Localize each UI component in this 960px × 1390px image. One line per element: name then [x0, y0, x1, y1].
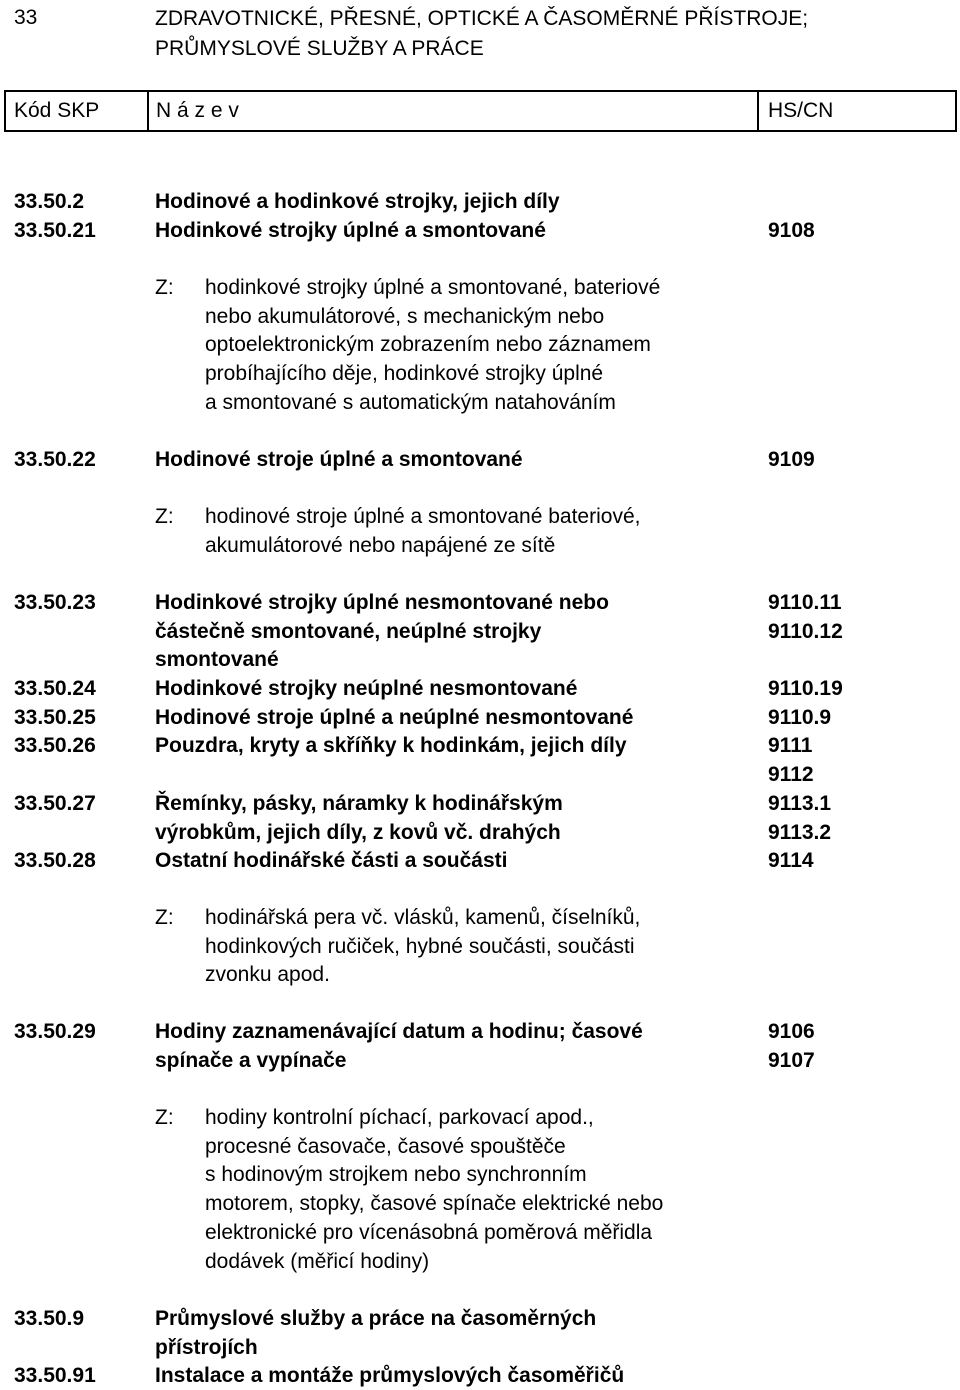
note-text-line: akumulátorové nebo napájené ze sítě — [205, 533, 556, 557]
header-divider — [757, 92, 759, 130]
row-name-line: Hodinkové strojky neúplné nesmontované — [155, 677, 578, 700]
row-code: 33.50.2 — [14, 190, 85, 213]
chapter-title — [155, 4, 808, 64]
header-hs: HS/CN — [768, 99, 834, 122]
row-code: 33.50.28 — [14, 849, 96, 872]
row-hs-code: 9112 — [768, 762, 814, 786]
row-name-line: Hodinkové strojky úplné nesmontované nebo — [155, 591, 609, 614]
note-text-line: motorem, stopky, časové spínače elektrické nebo — [205, 1192, 664, 1216]
chapter-title-line-2: PRŮMYSLOVÉ SLUŽBY A PRÁCE — [155, 37, 484, 60]
row-name-line: Hodinové stroje úplné a smontované — [155, 448, 523, 471]
row-code: 33.50.21 — [14, 219, 96, 242]
row-hs-code: 9110.19 — [768, 677, 843, 700]
note-label: Z: — [155, 276, 174, 299]
note-text-line: hodinkové strojky úplné a smontované, bateriové — [205, 276, 661, 299]
row-name-line: Hodinkové strojky úplné a smontované — [155, 219, 546, 242]
note-text-line: hodinové stroje úplné a smontované bateriové, — [205, 505, 641, 528]
row-code: 33.50.22 — [14, 448, 96, 471]
row-name-line: Instalace a montáže průmyslových časoměřičů — [155, 1364, 625, 1387]
note-text-line: optoelektronickým zobrazením nebo záznamem — [205, 333, 651, 357]
row-name-line: Pouzdra, kryty a skříňky k hodinkám, jejich díly — [155, 734, 627, 757]
note-text-line: procesné časovače, časové spouštěče — [205, 1134, 566, 1158]
header-code: Kód SKP — [14, 99, 100, 122]
row-hs-code: 9108 — [768, 219, 815, 242]
row-name-line: přístrojích — [155, 1335, 258, 1359]
note-text-line: hodiny kontrolní píchací, parkovací apod., — [205, 1106, 594, 1129]
row-hs-code: 9109 — [768, 448, 815, 471]
row-name-line: spínače a vypínače — [155, 1048, 347, 1072]
row-code: 33.50.23 — [14, 591, 96, 614]
row-code: 33.50.29 — [14, 1020, 96, 1043]
row-code: 33.50.91 — [14, 1364, 96, 1387]
note-text-line: probíhajícího děje, hodinkové strojky úplné — [205, 362, 604, 386]
row-code: 33.50.9 — [14, 1307, 85, 1330]
row-hs-code: 9111 — [768, 734, 813, 757]
row-name-line: částečně smontované, neúplné strojky — [155, 619, 542, 643]
row-code: 33.50.26 — [14, 734, 96, 757]
row-code: 33.50.25 — [14, 706, 96, 729]
row-name-line: Ostatní hodinářské části a součásti — [155, 849, 508, 872]
row-name-line: Hodinové stroje úplné a neúplné nesmontované — [155, 706, 634, 729]
row-hs-code: 9107 — [768, 1048, 815, 1072]
row-hs-code: 9110.9 — [768, 706, 832, 729]
note-text-line: dodávek (měřicí hodiny) — [205, 1249, 430, 1273]
note-text-line: nebo akumulátorové, s mechanickým nebo — [205, 304, 605, 328]
row-hs-code: 9113.2 — [768, 820, 832, 844]
row-name-line: Hodinové a hodinkové strojky, jejich díly — [155, 190, 560, 213]
row-name-line: Řemínky, pásky, náramky k hodinářským — [155, 792, 563, 815]
row-hs-code: 9114 — [768, 849, 814, 872]
note-text-line: a smontované s automatickým natahováním — [205, 390, 616, 414]
note-text-line: zvonku apod. — [205, 963, 330, 987]
note-label: Z: — [155, 906, 174, 929]
header-divider — [147, 92, 149, 130]
row-name-line: Hodiny zaznamenávající datum a hodinu; časové — [155, 1020, 643, 1043]
note-text-line: hodinářská pera vč. vlásků, kamenů, číselníků, — [205, 906, 641, 929]
row-hs-code: 9110.12 — [768, 619, 843, 643]
row-name-line: Průmyslové služby a práce na časoměrných — [155, 1307, 597, 1330]
row-hs-code: 9110.11 — [768, 591, 842, 614]
header-name: N á z e v — [156, 99, 239, 122]
row-hs-code: 9106 — [768, 1020, 815, 1043]
note-label: Z: — [155, 1106, 174, 1129]
row-name-line: výrobkům, jejich díly, z kovů vč. drahých — [155, 820, 561, 844]
row-hs-code: 9113.1 — [768, 792, 832, 815]
note-text-line: elektronické pro vícenásobná poměrová měřidla — [205, 1220, 653, 1244]
row-code: 33.50.27 — [14, 792, 96, 815]
chapter-number: 33 — [14, 6, 38, 29]
row-code: 33.50.24 — [14, 677, 96, 700]
table-header — [4, 90, 957, 132]
note-text-line: hodinkových ručiček, hybné součásti, součásti — [205, 934, 635, 958]
chapter-title-line-1: ZDRAVOTNICKÉ, PŘESNÉ, OPTICKÉ A ČASOMĚRNÉ PŘÍSTROJE; — [155, 7, 809, 30]
note-text-line: s hodinovým strojkem nebo synchronním — [205, 1163, 587, 1187]
row-name-line: smontované — [155, 648, 279, 672]
note-label: Z: — [155, 505, 174, 528]
